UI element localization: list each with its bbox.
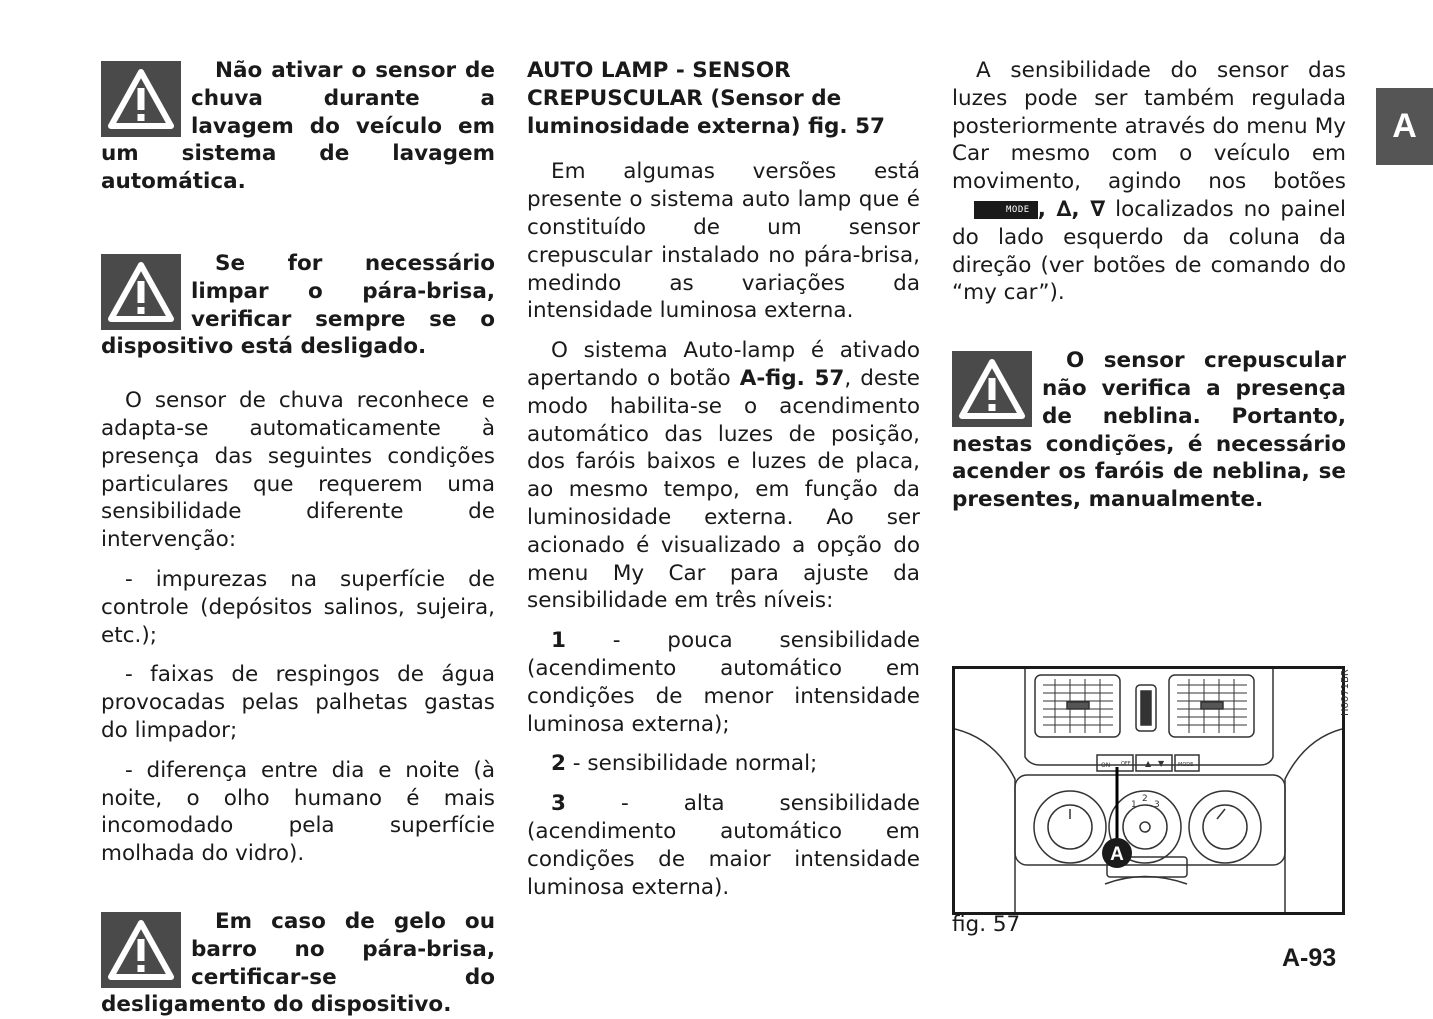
level-1-text: - pouca sensibilidade (acendimento automático em condições de menor intensidade luminosa externa); [527, 628, 920, 737]
warning-text-1: Não ativar o sensor de chuva durante a lavagem do veículo em um sistema de lavagem automática. [101, 58, 495, 195]
auto-lamp-intro: Em algumas versões está presente o sistema auto lamp que é constituído de um sensor crepuscular instalado no pára-brisa, medindo as variações da intensidade luminosa externa. [527, 159, 920, 324]
level-2-text: - sensibilidade normal; [565, 751, 818, 777]
figure-code: H0071BR [1340, 669, 1351, 716]
marker-a-label: A [1110, 844, 1124, 865]
adjust-text-post: localizados no painel do lado esquerdo da coluna da direção (ver botões de comando do “my car”). [952, 196, 1346, 306]
warning-text-2: Se for necessário limpar o pára-brisa, verificar sempre se o dispositivo está desligado. [101, 250, 495, 360]
level-3-text: - alta sensibilidade (acendimento automático em condições de maior intensidade luminosa externa). [527, 791, 920, 900]
up-arrow-icon: ▲ [1145, 759, 1152, 768]
level-1-number: 1 [551, 628, 566, 654]
section-tab-letter: A [1392, 107, 1417, 145]
knob-label-2: 2 [1142, 794, 1148, 804]
sensitivity-level-3 [527, 790, 920, 901]
knob-label-1: 1 [1131, 800, 1137, 810]
sensitivity-level-1 [527, 627, 920, 738]
dashboard-figure [952, 666, 1345, 915]
warning-triangle-icon [952, 351, 1032, 427]
section-tab [1376, 88, 1433, 165]
column-1 [101, 57, 495, 1019]
rain-sensor-paragraph: O sensor de chuva reconhece e adapta-se automaticamente à presença das seguintes condições particulares que requerem uma sensibilidade diferente de intervenção: [101, 388, 495, 553]
warning-block-3 [101, 908, 495, 1019]
mode-button-label: MODE [1178, 762, 1194, 768]
knob-label-3: 3 [1154, 800, 1160, 810]
arrow-symbols: , ∆, ∇ [1037, 196, 1106, 222]
auto-lamp-activation [527, 337, 920, 615]
condition-item-2: - faixas de respingos de água provocadas pelas palhetas gastas do limpador; [101, 662, 495, 743]
section-title: AUTO LAMP - SENSOR CREPUSCULAR (Sensor de luminosidade externa) fig. 57 [527, 58, 885, 139]
warning-triangle-icon [101, 61, 181, 137]
off-button-label: OFF [1121, 761, 1131, 767]
warning-block-1 [101, 57, 495, 196]
activation-text-pre: O sistema Auto-lamp é ativado apertando o botão [527, 338, 920, 391]
warning-text-4: O sensor crepuscular não verifica a presença de neblina. Portanto, nestas condições, é necessário acender os faróis de neblina, se presentes, manualmente. [952, 348, 1346, 513]
warning-text-3: Em caso de gelo ou barro no pára-brisa, certificar-se do desligamento do dispositivo. [101, 908, 495, 1018]
figure-reference: A-fig. 57 [739, 365, 845, 391]
down-arrow-icon: ▼ [1158, 759, 1165, 768]
warning-triangle-icon [101, 912, 181, 988]
column-3 [952, 57, 1346, 514]
figure-caption: fig. 57 [952, 912, 1021, 937]
warning-triangle-icon [101, 254, 181, 330]
condition-item-1: - impurezas na superfície de controle (depósitos salinos, sujeira, etc.); [101, 566, 495, 648]
on-button-label: ON [1101, 762, 1111, 769]
sensitivity-adjust-paragraph [952, 57, 1346, 307]
mode-button-icon: MODE [974, 201, 1038, 219]
sensitivity-level-2 [527, 750, 920, 778]
activation-text-post: , deste modo habilita-se o acendimento automático das luzes de posição, dos faróis baixos e luzes de placa, ao mesmo tempo, em função da luminosidade externa. Ao ser acionado é visualizado a opção do menu My Car para ajuste da sensibilidade em três níveis: [527, 365, 921, 614]
warning-block-2 [101, 250, 495, 361]
dashboard-illustration [955, 669, 1342, 912]
column-2 [527, 57, 920, 901]
level-3-number: 3 [551, 791, 566, 817]
warning-block-4 [952, 347, 1346, 514]
adjust-text-pre: A sensibilidade do sensor das luzes pode ser também regulada posteriormente através do menu My Car mesmo com o veículo em movimento, agindo nos botões [952, 58, 1346, 195]
page-number: A-93 [1282, 944, 1337, 972]
level-2-number: 2 [551, 751, 566, 777]
condition-item-3: - diferença entre dia e noite (à noite, o olho humano é mais incomodado pela superfície molhada do vidro). [101, 757, 495, 867]
